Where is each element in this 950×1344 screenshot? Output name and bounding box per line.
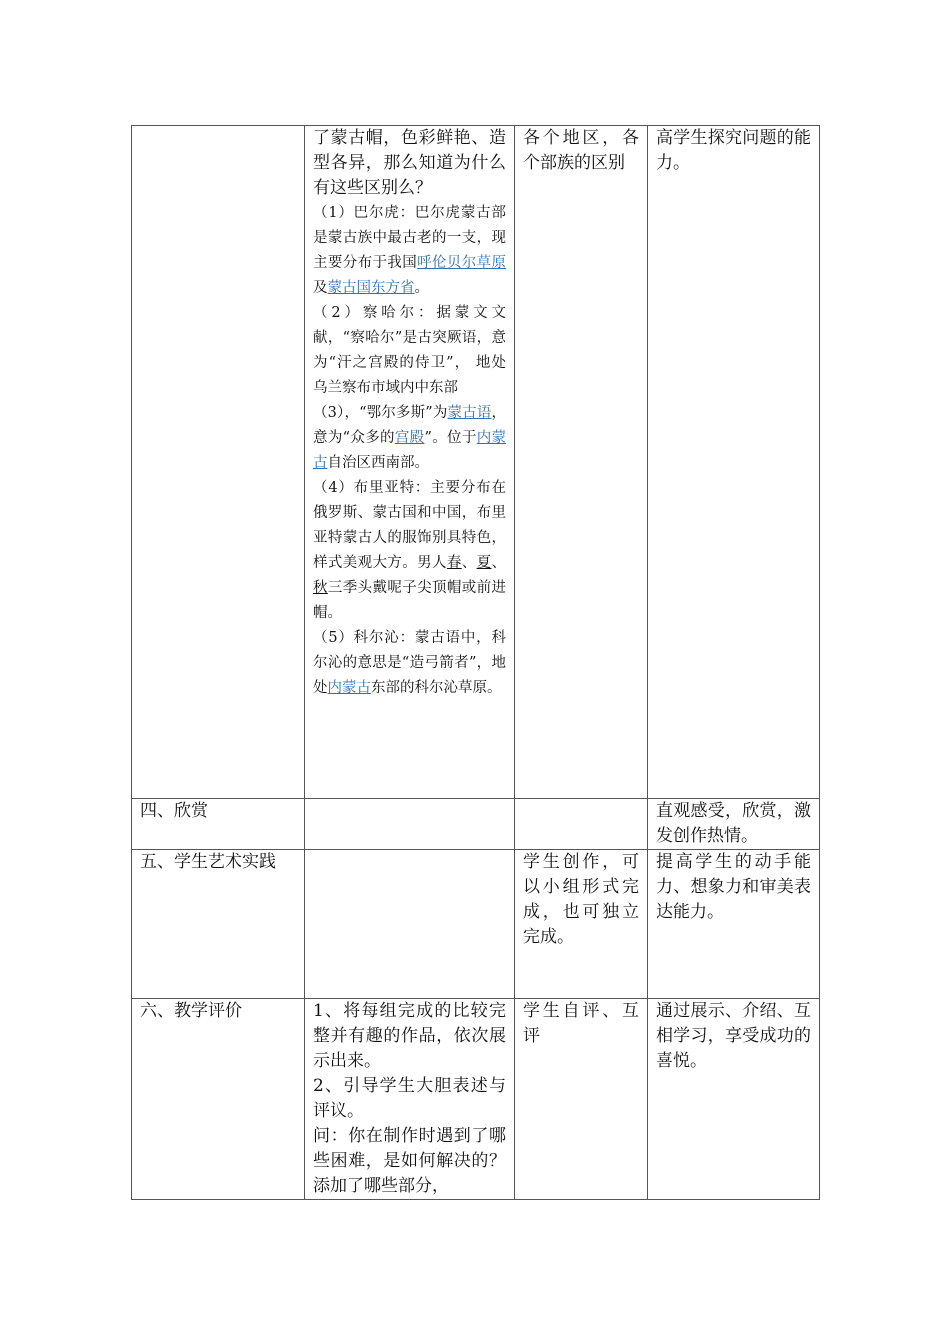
hyperlink[interactable]: 宫殿	[394, 430, 425, 446]
table-row	[132, 799, 820, 850]
student-activity-cell: 学生创作，可以小组形式完成，也可独立完成。	[515, 850, 648, 999]
student-activity-cell: 各个地区，各个部族的区别	[515, 126, 648, 799]
lesson-plan-table	[131, 125, 820, 1200]
design-intent-cell: 高学生探究问题的能力。	[648, 126, 820, 799]
list-item: （4）布里亚特：主要分布在俄罗斯、蒙古国和中国，布里亚特蒙古人的服饰别具特色，样式美观大方。男人春、夏、秋三季头戴呢子尖顶帽或前进帽。	[313, 480, 506, 621]
intro-text: 了蒙古帽，色彩鲜艳、造型各异，那么知道为什么有这些区别么？	[313, 128, 506, 198]
list-item: 1、将每组完成的比较完整并有趣的作品，依次展示出来。	[313, 1001, 506, 1071]
design-intent-cell: 直观感受，欣赏，激发创作热情。	[648, 799, 820, 850]
table-row	[132, 999, 820, 1200]
teacher-activity-cell	[305, 799, 515, 850]
stage-cell: 四、欣赏	[132, 799, 305, 850]
design-intent-cell: 通过展示、介绍、互相学习，享受成功的喜悦。	[648, 999, 820, 1200]
hyperlink[interactable]: 蒙古语	[447, 405, 492, 421]
student-activity-cell: 学生自评、互评	[515, 999, 648, 1200]
stage-cell: 六、教学评价	[132, 999, 305, 1200]
list-item: 问：你在制作时遇到了哪些困难，是如何解决的？添加了哪些部分，	[313, 1126, 506, 1196]
student-activity-cell	[515, 799, 648, 850]
design-intent-cell: 提高学生的动手能力、想象力和审美表达能力。	[648, 850, 820, 999]
stage-cell: 五、学生艺术实践	[132, 850, 305, 999]
teacher-activity-cell	[305, 999, 515, 1200]
hyperlink[interactable]: 呼伦贝尔草原	[417, 255, 506, 271]
teacher-activity-cell	[305, 126, 515, 799]
list-item: （5）科尔沁：蒙古语中，科尔沁的意思是“造弓箭者”，地处内蒙古东部的科尔沁草原。	[313, 630, 506, 696]
list-item: （3），“鄂尔多斯”为蒙古语，意为“众多的宫殿”。位于内蒙古自治区西南部。	[313, 405, 507, 471]
hyperlink[interactable]: 内蒙古	[313, 430, 507, 471]
list-item: （1）巴尔虎：巴尔虎蒙古部是蒙古族中最古老的一支，现主要分布于我国呼伦贝尔草原及蒙古国东方省。	[313, 205, 506, 296]
hyperlink[interactable]: 内蒙古	[327, 680, 371, 696]
stage-cell	[132, 126, 305, 799]
list-item: （2）察哈尔：据蒙文文献，“察哈尔”是古突厥语，意为“汗之宫殿的侍卫”， 地处乌兰察布市域内中东部	[313, 305, 506, 396]
list-item: 2、引导学生大胆表述与评议。	[313, 1076, 506, 1121]
table-row	[132, 126, 820, 799]
table-row	[132, 850, 820, 999]
hyperlink[interactable]: 蒙古国东方省	[327, 280, 415, 296]
teacher-activity-cell	[305, 850, 515, 999]
